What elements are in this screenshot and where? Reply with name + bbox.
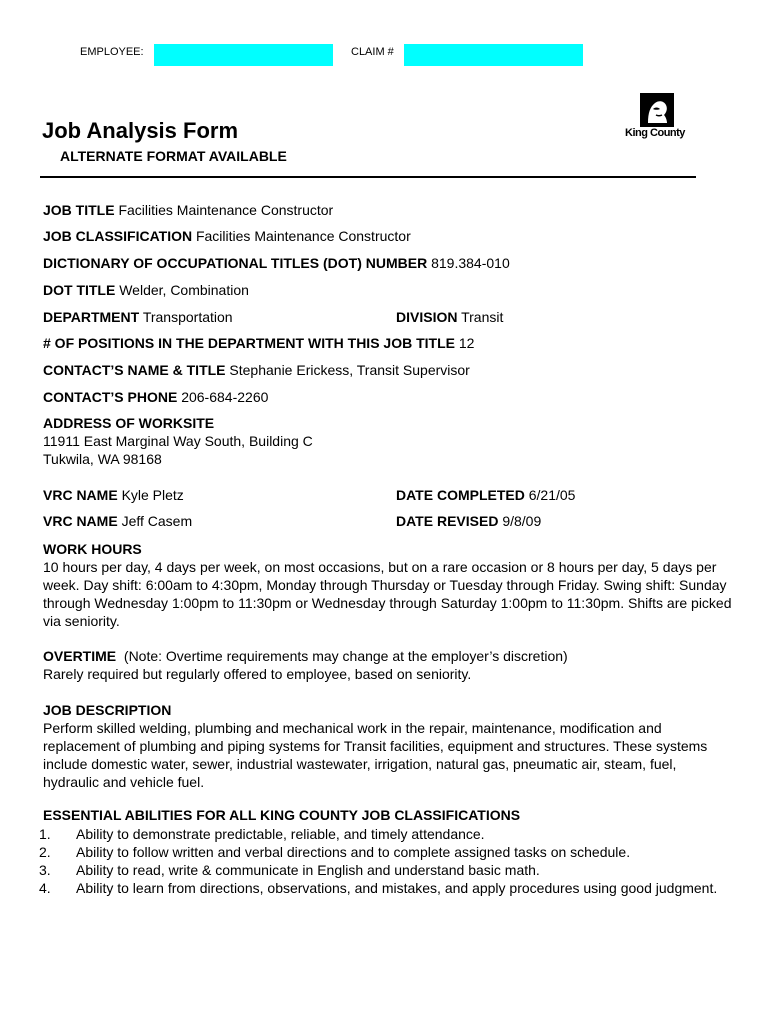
list-text: Ability to demonstrate predictable, reliable, and timely attendance. — [76, 826, 485, 842]
list-text: Ability to follow written and verbal directions and to complete assigned tasks on schedule. — [76, 844, 631, 860]
vrc1-row — [43, 487, 184, 503]
address-label — [43, 415, 214, 431]
employee-field[interactable] — [154, 44, 333, 66]
division-label: DIVISION — [396, 309, 458, 325]
date-revised-row — [396, 513, 541, 529]
department-value: Transportation — [142, 309, 233, 325]
work-hours-section — [43, 540, 733, 630]
department-row — [43, 309, 233, 325]
essential-list — [39, 825, 733, 897]
list-item — [39, 825, 733, 843]
positions-row — [43, 335, 474, 351]
list-item — [39, 843, 733, 861]
vrc2-row — [43, 513, 192, 529]
list-item — [39, 879, 733, 897]
job-description-section — [43, 701, 733, 791]
address-line1: 11911 East Marginal Way South, Building C — [43, 433, 313, 449]
list-text: Ability to read, write & communicate in English and understand basic math. — [76, 862, 540, 878]
claim-label: CLAIM # — [351, 46, 394, 58]
work-hours-text: 10 hours per day, 4 days per week, on most occasions, but on a rare occasion or 8 hours per day, 5 days per week. Day shift: 6:00am to 4:30pm, Monday through Thursday or Tuesday through Friday. Swing shift: Sunday through Wednesday 1:00pm to 11:30pm or Wednesday through Saturday 1:00pm to 11:30pm. Shifts are picked via seniority. — [43, 559, 732, 629]
contact-phone-value: 206-684-2260 — [181, 389, 269, 405]
address-label-text: ADDRESS OF WORKSITE — [43, 415, 215, 431]
list-number: 4. — [39, 880, 51, 896]
alternate-format-link: ALTERNATE FORMAT AVAILABLE — [60, 148, 287, 164]
overtime-text: Rarely required but regularly offered to employee, based on seniority. — [43, 666, 472, 682]
dot-number-row — [43, 255, 510, 271]
list-number: 3. — [39, 862, 51, 878]
dot-title-value: Welder, Combination — [119, 282, 249, 298]
vrc1-label: VRC NAME — [43, 487, 118, 503]
job-description-label: JOB DESCRIPTION — [43, 702, 172, 718]
contact-phone-label: CONTACT’S PHONE — [43, 389, 178, 405]
department-label: DEPARTMENT — [43, 309, 140, 325]
overtime-note: (Note: Overtime requirements may change at the employer’s discretion) — [123, 648, 568, 664]
vrc2-value: Jeff Casem — [121, 513, 193, 529]
division-row — [396, 309, 503, 325]
job-description-text: Perform skilled welding, plumbing and mechanical work in the repair, maintenance, modification and replacement of plumbing and piping systems for Transit facilities, equipment and structures. These systems include domestic water, sewer, industrial wastewater, irrigation, natural gas, pneumatic air, steam, fuel, hydraulic and vehicle fuel. — [43, 720, 708, 790]
job-title-value: Facilities Maintenance Constructor — [118, 202, 334, 218]
date-completed-row — [396, 487, 575, 503]
job-title-row — [43, 202, 333, 218]
positions-value: 12 — [458, 335, 475, 351]
job-class-value: Facilities Maintenance Constructor — [195, 228, 411, 244]
vrc1-value: Kyle Pletz — [121, 487, 184, 503]
essential-label — [43, 807, 520, 823]
date-completed-label: DATE COMPLETED — [396, 487, 525, 503]
employee-label: EMPLOYEE: — [80, 46, 144, 58]
job-title-label: JOB TITLE — [43, 202, 115, 218]
claim-field[interactable] — [404, 44, 583, 66]
job-class-row — [43, 228, 411, 244]
list-text: Ability to learn from directions, observations, and mistakes, and apply procedures using good judgment. — [76, 880, 718, 896]
king-county-logo-icon — [640, 93, 674, 127]
dot-title-row — [43, 282, 249, 298]
date-completed-value: 6/21/05 — [528, 487, 576, 503]
logo-text: King County — [625, 127, 685, 139]
dot-number-value: 819.384-010 — [431, 255, 510, 271]
essential-label-text: ESSENTIAL ABILITIES FOR ALL KING COUNTY JOB CLASSIFICATIONS — [43, 807, 521, 823]
contact-name-value: Stephanie Erickess, Transit Supervisor — [229, 362, 470, 378]
positions-label: # OF POSITIONS IN THE DEPARTMENT WITH THIS JOB TITLE — [43, 335, 455, 351]
job-class-label: JOB CLASSIFICATION — [43, 228, 193, 244]
list-number: 2. — [39, 844, 51, 860]
contact-phone-row — [43, 389, 268, 405]
contact-name-label: CONTACT’S NAME & TITLE — [43, 362, 226, 378]
contact-name-row — [43, 362, 470, 378]
dot-number-label: DICTIONARY OF OCCUPATIONAL TITLES (DOT) NUMBER — [43, 255, 428, 271]
list-number: 1. — [39, 826, 51, 842]
dot-title-label: DOT TITLE — [43, 282, 116, 298]
date-revised-value: 9/8/09 — [502, 513, 542, 529]
date-revised-label: DATE REVISED — [396, 513, 499, 529]
vrc2-label: VRC NAME — [43, 513, 118, 529]
work-hours-label: WORK HOURS — [43, 541, 142, 557]
division-value: Transit — [461, 309, 504, 325]
king-county-logo — [618, 93, 692, 143]
title-divider — [40, 176, 696, 178]
form-title: Job Analysis Form — [42, 118, 239, 143]
list-item — [39, 861, 733, 879]
overtime-label: OVERTIME — [43, 648, 117, 664]
overtime-section — [43, 647, 733, 683]
address-line2: Tukwila, WA 98168 — [43, 451, 162, 467]
